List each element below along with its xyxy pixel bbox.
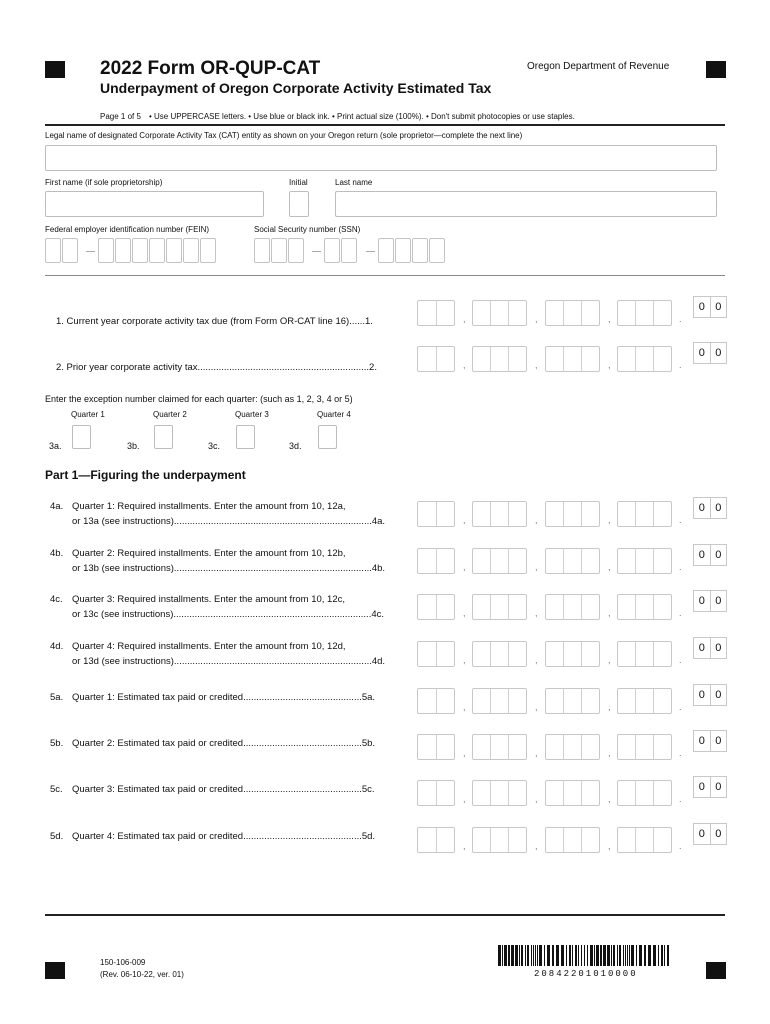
line-5d-cents-ones: 0 <box>715 828 722 840</box>
form-revision: (Rev. 06-10-22, ver. 01) <box>100 970 184 979</box>
line-4d-number: 4d. <box>50 641 64 652</box>
line-4a-cents-tens: 0 <box>694 498 711 518</box>
form-subtitle: Underpayment of Oregon Corporate Activity Estimated Tax <box>100 80 492 96</box>
ssn-dash-2 <box>366 251 375 252</box>
ssn-input-area[interactable] <box>254 238 305 263</box>
form-title: 2022 Form OR-QUP-CAT <box>100 58 321 79</box>
line-4c-label: Quarter 3: Required installments. Enter the amount from 10, 12c, <box>72 594 345 605</box>
legal-name-label: Legal name of designated Corporate Activity Tax (CAT) entity as shown on your Oregon return (sole proprietor—complete the next line) <box>45 131 523 140</box>
quarter-3-heading: Quarter 3 <box>235 410 269 419</box>
line-5a-number: 5a. <box>50 692 64 703</box>
line-5c-cents-tens: 0 <box>694 777 711 797</box>
line-4d-label: Quarter 4: Required installments. Enter the amount from 10, 12d, <box>72 641 346 652</box>
fein-input-prefix[interactable] <box>45 238 79 263</box>
first-name-input[interactable] <box>45 191 264 217</box>
ssn-label: Social Security number (SSN) <box>254 225 361 234</box>
form-number: 150-106-009 <box>100 958 146 967</box>
registration-mark-top-left <box>45 61 65 78</box>
initial-label: Initial <box>289 178 308 187</box>
barcode <box>498 945 670 966</box>
exception-label: Enter the exception number claimed for each quarter: (such as 1, 2, 3, 4 or 5) <box>45 394 353 404</box>
line-4b-cents-tens: 0 <box>694 545 711 565</box>
line-5c-number: 5c. <box>50 784 63 795</box>
header-rule <box>45 124 725 126</box>
line-4c-label-continued: or 13c (see instructions)...........................................................................4c. <box>72 609 385 620</box>
line-4a-label-continued: or 13a (see instructions)...........................................................................4a. <box>72 516 386 527</box>
line-5c-cents-ones: 0 <box>715 781 722 793</box>
quarter-1-heading: Quarter 1 <box>71 410 105 419</box>
line-5a-cents-tens: 0 <box>694 685 711 705</box>
form-instructions: • Use UPPERCASE letters. • Use blue or black ink. • Print actual size (100%). • Don't submit photocopies or use staples. <box>149 112 575 121</box>
line-4b-amount[interactable]: , , , . 0 0 <box>417 548 727 574</box>
line-4c-cents-ones: 0 <box>715 595 722 607</box>
line-5b-cents-ones: 0 <box>715 735 722 747</box>
line-1-amount[interactable]: , , , . 0 0 <box>417 300 727 326</box>
line-4d-cents-tens: 0 <box>694 638 711 658</box>
line-4c-number: 4c. <box>50 594 63 605</box>
line-2-label: 2. Prior year corporate activity tax.................................................................2. <box>56 362 377 373</box>
fein-dash <box>86 251 95 252</box>
line-4d-amount[interactable]: , , , . 0 0 <box>417 641 727 667</box>
line-1-cents-tens: 0 <box>694 297 711 317</box>
line-4d-label-continued: or 13d (see instructions)...........................................................................4d. <box>72 656 386 667</box>
line-5a-amount[interactable]: , , , . 0 0 <box>417 688 727 714</box>
quarter-4-heading: Quarter 4 <box>317 410 351 419</box>
line-5c-amount[interactable]: , , , . 0 0 <box>417 780 727 806</box>
section-divider <box>45 275 725 276</box>
line-4b-label-continued: or 13b (see instructions)...........................................................................4b. <box>72 563 386 574</box>
line-4a-cents-ones: 0 <box>715 502 722 514</box>
line-3a-label: 3a. <box>49 441 62 451</box>
registration-mark-bottom-left <box>45 962 65 979</box>
line-5b-label: Quarter 2: Estimated tax paid or credited.............................................5b. <box>72 738 376 749</box>
line-2-cents-ones: 0 <box>715 347 722 359</box>
line-1-label: 1. Current year corporate activity tax due (from Form OR-CAT line 16)......1. <box>56 316 373 327</box>
line-3c-label: 3c. <box>208 441 221 451</box>
line-3a-input[interactable] <box>72 425 91 449</box>
line-5a-cents-ones: 0 <box>715 689 722 701</box>
footer-rule <box>45 914 725 916</box>
last-name-input[interactable] <box>335 191 717 217</box>
barcode-number: 20842201010000 <box>534 969 638 979</box>
registration-mark-bottom-right <box>706 962 726 979</box>
line-5c-label: Quarter 3: Estimated tax paid or credited.............................................5c. <box>72 784 375 795</box>
line-3b-input[interactable] <box>154 425 173 449</box>
line-3b-label: 3b. <box>127 441 140 451</box>
registration-mark-top-right <box>706 61 726 78</box>
line-2-amount[interactable]: , , , . 0 0 <box>417 346 727 372</box>
initial-input[interactable] <box>289 191 309 217</box>
line-3d-label: 3d. <box>289 441 302 451</box>
line-4b-cents-ones: 0 <box>715 549 722 561</box>
line-4b-number: 4b. <box>50 548 64 559</box>
line-5a-label: Quarter 1: Estimated tax paid or credited.............................................5a. <box>72 692 376 703</box>
line-4a-label: Quarter 1: Required installments. Enter the amount from 10, 12a, <box>72 501 346 512</box>
line-4d-cents-ones: 0 <box>715 642 722 654</box>
part1-heading: Part 1—Figuring the underpayment <box>45 468 246 482</box>
legal-name-input[interactable] <box>45 145 717 171</box>
line-5b-amount[interactable]: , , , . 0 0 <box>417 734 727 760</box>
line-4a-amount[interactable]: , , , . 0 0 <box>417 501 727 527</box>
line-3d-input[interactable] <box>318 425 337 449</box>
last-name-label: Last name <box>335 178 373 187</box>
line-5d-cents-tens: 0 <box>694 824 711 844</box>
department-name: Oregon Department of Revenue <box>527 61 670 72</box>
ssn-dash-1 <box>312 251 321 252</box>
quarter-2-heading: Quarter 2 <box>153 410 187 419</box>
line-5d-label: Quarter 4: Estimated tax paid or credited.............................................5d. <box>72 831 376 842</box>
line-4a-number: 4a. <box>50 501 64 512</box>
line-3c-input[interactable] <box>236 425 255 449</box>
fein-label: Federal employer identification number (FEIN) <box>45 225 210 234</box>
line-5d-amount[interactable]: , , , . 0 0 <box>417 827 727 853</box>
first-name-label: First name (if sole proprietorship) <box>45 178 163 187</box>
line-5b-number: 5b. <box>50 738 64 749</box>
line-5d-number: 5d. <box>50 831 64 842</box>
ssn-input-serial[interactable] <box>378 238 446 263</box>
line-4c-cents-tens: 0 <box>694 591 711 611</box>
line-4b-label: Quarter 2: Required installments. Enter the amount from 10, 12b, <box>72 548 346 559</box>
line-1-cents-ones: 0 <box>715 301 722 313</box>
line-2-cents-tens: 0 <box>694 343 711 363</box>
fein-input-main[interactable] <box>98 238 217 263</box>
page-info: Page 1 of 5 <box>100 112 141 121</box>
line-4c-amount[interactable]: , , , . 0 0 <box>417 594 727 620</box>
line-5b-cents-tens: 0 <box>694 731 711 751</box>
ssn-input-group[interactable] <box>324 238 358 263</box>
